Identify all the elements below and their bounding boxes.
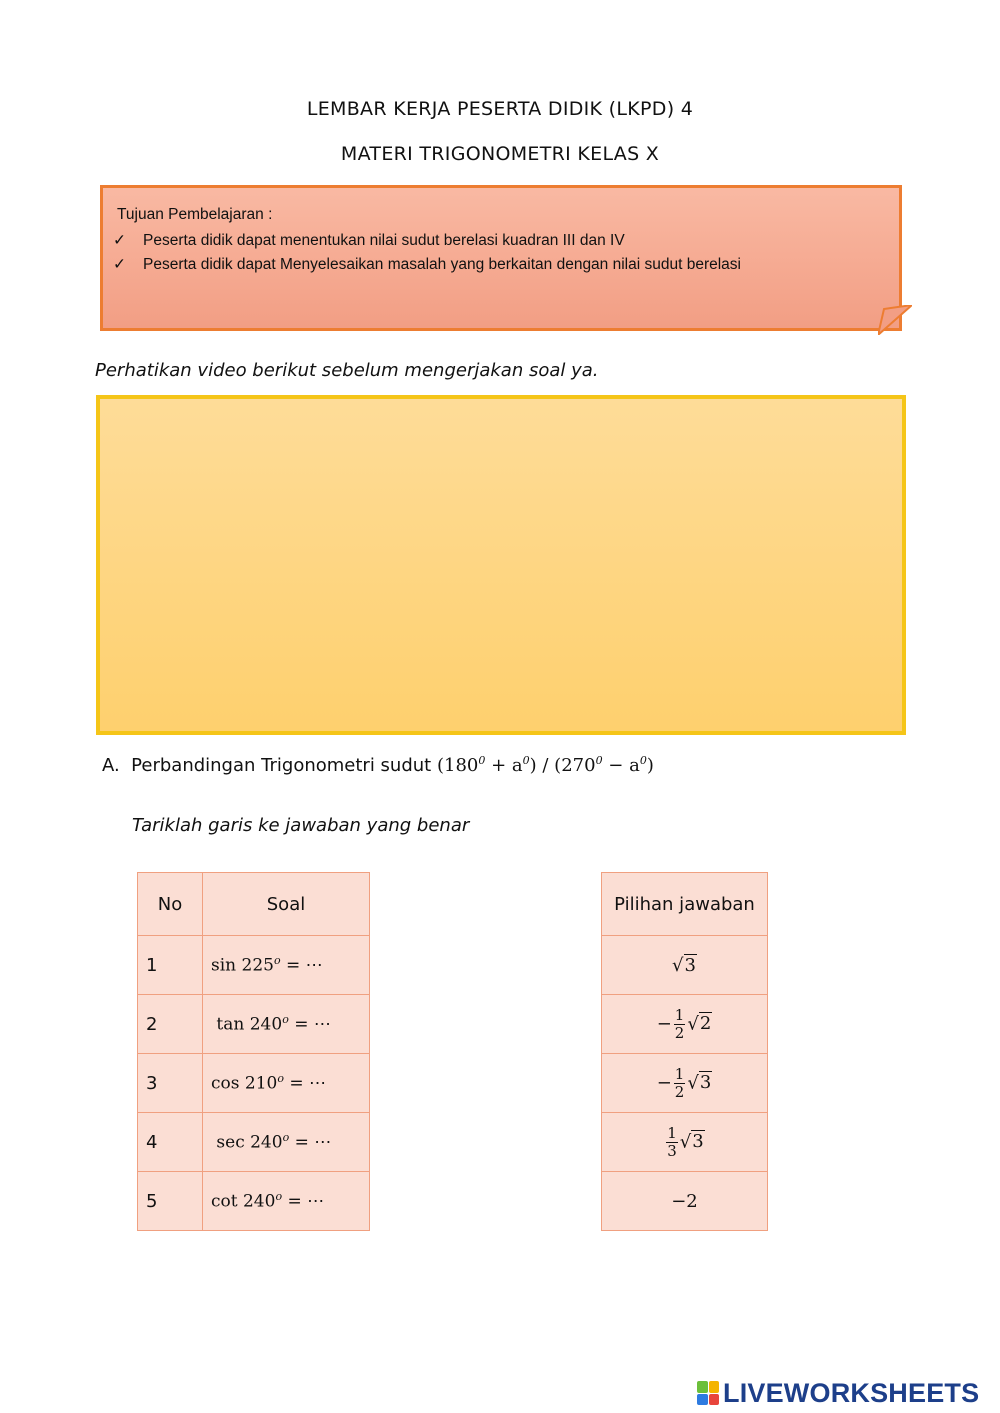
checkmark-icon: ✓ — [113, 232, 126, 249]
header-answers: Pilihan jawaban — [602, 873, 768, 936]
video-placeholder[interactable] — [96, 395, 906, 735]
section-title: Perbandingan Trigonometri sudut — [131, 755, 432, 776]
video-instruction: Perhatikan video berikut sebelum mengerjakan soal ya. — [95, 360, 599, 381]
angle-expression: $(180^0 + a^0) / (270^0 - a^0)$ — [436, 754, 654, 776]
brand-name: LIVEWORKSHEETS — [723, 1377, 980, 1408]
objective-text: Peserta didik dapat Menyelesaikan masalah yang berkaitan dengan nilai sudut berelasi — [143, 256, 741, 273]
answer-option[interactable]: √3 — [602, 936, 768, 995]
header-soal: Soal — [203, 873, 370, 936]
objective-text: Peserta didik dapat menentukan nilai sudut berelasi kuadran III dan IV — [143, 232, 625, 249]
objectives-heading: Tujuan Pembelajaran : — [117, 206, 273, 223]
answer-option[interactable]: − $\frac{1}{2}$ √2 — [602, 995, 768, 1054]
worksheet-title: LEMBAR KERJA PESERTA DIDIK (LKPD) 4 — [306, 98, 694, 120]
question-expression[interactable]: $\cot 240^o$ = ⋯ — [203, 1172, 370, 1231]
answer-option[interactable]: − $\frac{1}{2}$ √3 — [602, 1054, 768, 1113]
answer-option[interactable]: $\frac{1}{3}$ √3 — [602, 1113, 768, 1172]
question-table — [137, 872, 370, 1231]
question-expression[interactable]: $\sec 240^o$ = ⋯ — [203, 1113, 370, 1172]
answer-option[interactable]: −2 — [602, 1172, 768, 1231]
liveworksheets-logo — [697, 1378, 979, 1408]
question-expression[interactable]: $\tan 240^o$ = ⋯ — [203, 995, 370, 1054]
learning-objectives-box — [100, 185, 902, 331]
page-fold-corner — [878, 305, 912, 335]
table-row: 2 $\tan 240^o$ = ⋯ — [138, 995, 370, 1054]
checkmark-icon: ✓ — [113, 256, 126, 273]
question-expression[interactable]: $\cos 210^o$ = ⋯ — [203, 1054, 370, 1113]
worksheet-subtitle: MATERI TRIGONOMETRI KELAS X — [340, 143, 660, 165]
table-row: 1 $\sin 225^o$ = ⋯ — [138, 936, 370, 995]
answer-table — [601, 872, 768, 1231]
objective-item — [113, 255, 741, 274]
task-instruction: Tariklah garis ke jawaban yang benar — [132, 815, 470, 836]
table-row: 4 $\sec 240^o$ = ⋯ — [138, 1113, 370, 1172]
section-label: A. — [102, 755, 120, 776]
objective-item — [113, 231, 625, 250]
table-row: 5 $\cot 240^o$ = ⋯ — [138, 1172, 370, 1231]
header-no: No — [138, 873, 203, 936]
section-a-heading — [102, 754, 654, 776]
logo-mark-icon — [697, 1381, 719, 1405]
question-expression[interactable]: $\sin 225^o$ = ⋯ — [203, 936, 370, 995]
table-row: 3 $\cos 210^o$ = ⋯ — [138, 1054, 370, 1113]
